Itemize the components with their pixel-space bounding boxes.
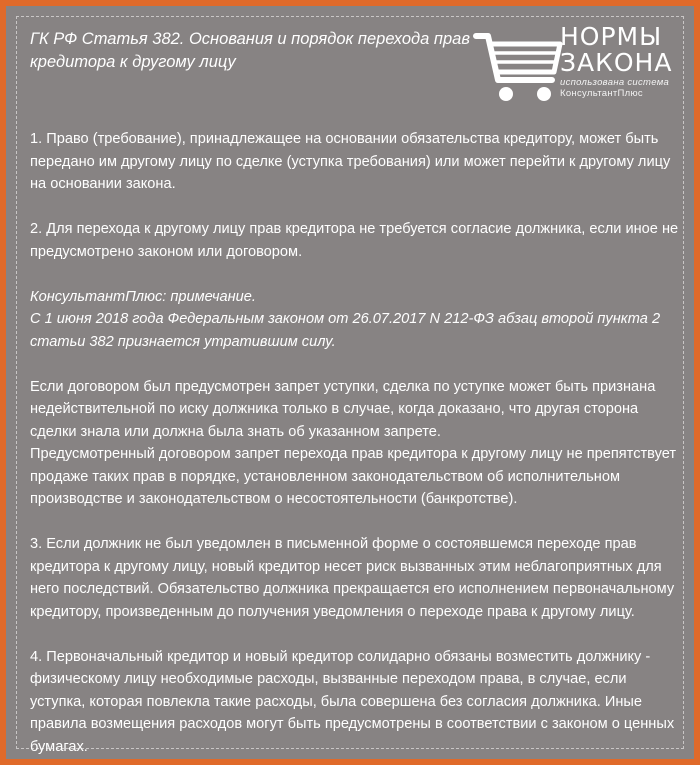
article-card	[6, 6, 694, 759]
paragraph-2: 2. Для перехода к другому лицу прав кредитора не требуется согласие должника, если иное не предусмотрено законом или договором.	[30, 221, 679, 260]
paragraph-4: 4. Первоначальный кредитор и новый кредитор солидарно обязаны возместить должнику - физическому лицу необходимые расходы, вызванные переходом права, в случае, если уступка, которая повлекла такие расходы, была совершена без согласия должника. Иные правила возмещения расходов могут быть предусмотрены в соответствии с законом о ценных бумагах.	[30, 648, 675, 755]
note-text: С 1 июня 2018 года Федеральным законом от 26.07.2017 N 212-ФЗ абзац второй пункта 2 статьи 382 признается утратившим силу.	[30, 311, 661, 350]
paragraph-3: 3. Если должник не был уведомлен в письменной форме о состоявшемся переходе прав кредитора к другому лицу, новый кредитор несет риск вызванных этим неблагоприятных для него последствий. Обязательство должника прекращается его исполнением первоначальному кредитору, произведенным до получения уведомления о переходе права к другому лицу.	[30, 536, 675, 620]
article-title: ГК РФ Статья 382. Основания и порядок перехода прав кредитора к другому лицу	[30, 30, 470, 71]
article-body	[30, 128, 682, 758]
shopping-cart-icon	[472, 28, 564, 108]
note-heading: КонсультантПлюс: примечание.	[30, 288, 256, 305]
logo-line1: НОРМЫ	[560, 22, 663, 51]
logo-subtitle: использована система	[560, 77, 670, 88]
logo-text	[560, 24, 684, 99]
paragraph-1: 1. Право (требование), принадлежащее на основании обязательства кредитору, может быть передано им другому лицу по сделке (уступка требования) или может перейти к другому лицу на основании закона.	[30, 131, 671, 192]
logo-brand: КонсультантПлюс	[560, 88, 643, 99]
paragraph-2-part-3: Предусмотренный договором запрет перехода прав кредитора к другому лицу не препятствует продаже таких прав в порядке, установленном законодательством об исполнительном производстве и законодательством о несостоятельности (банкротстве).	[30, 446, 677, 507]
paragraph-2-part-2: Если договором был предусмотрен запрет уступки, сделка по уступке может быть признана недействительной по иску должника только в случае, когда доказано, что другая сторона сделки знала или должна была знать об указанном запрете.	[30, 378, 656, 440]
normy-zakona-logo	[468, 22, 684, 112]
logo-line2: ЗАКОНА	[560, 48, 673, 77]
